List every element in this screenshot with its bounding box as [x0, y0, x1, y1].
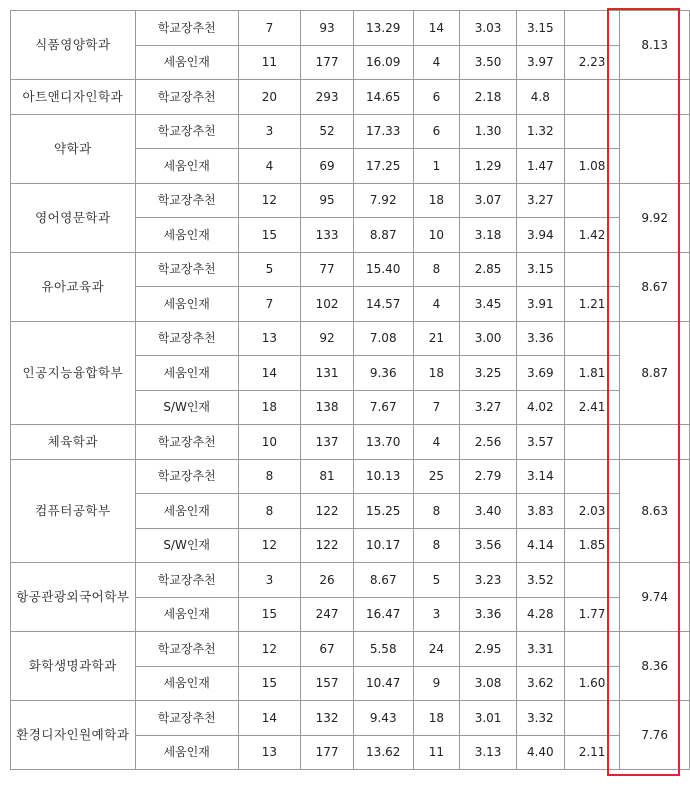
grade-avg: 3.36	[460, 597, 517, 632]
grade-avg: 2.85	[460, 252, 517, 287]
additional-admits: 18	[413, 356, 460, 391]
extra-value	[564, 459, 620, 494]
additional-admits: 4	[413, 425, 460, 460]
department-name: 화학생명과학과	[11, 632, 136, 701]
department-name: 인공지능융합학부	[11, 321, 136, 425]
extra-value	[564, 701, 620, 736]
applicants: 102	[301, 287, 354, 322]
admission-results-table	[10, 10, 690, 770]
quota: 4	[238, 149, 300, 184]
grade-max: 3.36	[516, 321, 564, 356]
grade-max: 3.31	[516, 632, 564, 667]
department-average: 7.76	[620, 701, 690, 770]
department-average: 8.63	[620, 459, 690, 563]
additional-admits: 6	[413, 80, 460, 115]
competition-ratio: 13.29	[353, 11, 413, 46]
table-row	[11, 632, 690, 667]
grade-max: 4.40	[516, 735, 564, 770]
table-row	[11, 459, 690, 494]
department-name: 영어영문학과	[11, 183, 136, 252]
quota: 13	[238, 321, 300, 356]
grade-max: 3.52	[516, 563, 564, 598]
additional-admits: 6	[413, 114, 460, 149]
additional-admits: 8	[413, 252, 460, 287]
grade-max: 4.14	[516, 528, 564, 563]
table-row	[11, 114, 690, 149]
table-row	[11, 80, 690, 115]
department-name: 유아교육과	[11, 252, 136, 321]
quota: 15	[238, 597, 300, 632]
extra-value: 1.60	[564, 666, 620, 701]
admission-type: S/W인재	[135, 528, 238, 563]
grade-max: 3.62	[516, 666, 564, 701]
competition-ratio: 16.09	[353, 45, 413, 80]
quota: 3	[238, 114, 300, 149]
grade-avg: 2.95	[460, 632, 517, 667]
grade-avg: 3.25	[460, 356, 517, 391]
department-average: 9.74	[620, 563, 690, 632]
department-name: 체육학과	[11, 425, 136, 460]
applicants: 133	[301, 218, 354, 253]
extra-value: 1.85	[564, 528, 620, 563]
extra-value	[564, 252, 620, 287]
competition-ratio: 5.58	[353, 632, 413, 667]
department-average	[620, 80, 690, 115]
table-row	[11, 183, 690, 218]
extra-value	[564, 321, 620, 356]
applicants: 177	[301, 735, 354, 770]
additional-admits: 8	[413, 528, 460, 563]
quota: 11	[238, 45, 300, 80]
quota: 7	[238, 287, 300, 322]
quota: 12	[238, 528, 300, 563]
admission-type: 세움인재	[135, 494, 238, 529]
grade-avg: 3.27	[460, 390, 517, 425]
competition-ratio: 14.65	[353, 80, 413, 115]
additional-admits: 1	[413, 149, 460, 184]
quota: 7	[238, 11, 300, 46]
applicants: 67	[301, 632, 354, 667]
extra-value: 1.77	[564, 597, 620, 632]
grade-avg: 3.01	[460, 701, 517, 736]
extra-value: 1.08	[564, 149, 620, 184]
admission-type: 세움인재	[135, 287, 238, 322]
additional-admits: 18	[413, 701, 460, 736]
competition-ratio: 10.47	[353, 666, 413, 701]
competition-ratio: 13.62	[353, 735, 413, 770]
extra-value: 1.42	[564, 218, 620, 253]
additional-admits: 18	[413, 183, 460, 218]
competition-ratio: 15.40	[353, 252, 413, 287]
extra-value: 1.81	[564, 356, 620, 391]
quota: 13	[238, 735, 300, 770]
grade-max: 3.83	[516, 494, 564, 529]
quota: 3	[238, 563, 300, 598]
competition-ratio: 15.25	[353, 494, 413, 529]
admission-type: 세움인재	[135, 149, 238, 184]
grade-avg: 3.40	[460, 494, 517, 529]
admission-type: 세움인재	[135, 666, 238, 701]
applicants: 131	[301, 356, 354, 391]
additional-admits: 21	[413, 321, 460, 356]
competition-ratio: 13.70	[353, 425, 413, 460]
additional-admits: 24	[413, 632, 460, 667]
extra-value: 1.21	[564, 287, 620, 322]
additional-admits: 7	[413, 390, 460, 425]
extra-value: 2.41	[564, 390, 620, 425]
admission-type: 학교장추천	[135, 701, 238, 736]
competition-ratio: 7.08	[353, 321, 413, 356]
quota: 12	[238, 632, 300, 667]
applicants: 122	[301, 528, 354, 563]
admission-type: 학교장추천	[135, 632, 238, 667]
competition-ratio: 16.47	[353, 597, 413, 632]
quota: 8	[238, 459, 300, 494]
applicants: 293	[301, 80, 354, 115]
applicants: 26	[301, 563, 354, 598]
quota: 15	[238, 666, 300, 701]
extra-value: 2.11	[564, 735, 620, 770]
department-average: 8.67	[620, 252, 690, 321]
competition-ratio: 9.43	[353, 701, 413, 736]
admission-type: 학교장추천	[135, 114, 238, 149]
competition-ratio: 8.67	[353, 563, 413, 598]
table-row	[11, 321, 690, 356]
competition-ratio: 10.13	[353, 459, 413, 494]
extra-value: 2.23	[564, 45, 620, 80]
admission-type: 학교장추천	[135, 252, 238, 287]
admission-type: 세움인재	[135, 218, 238, 253]
table-row	[11, 252, 690, 287]
department-name: 약학과	[11, 114, 136, 183]
admission-type: 학교장추천	[135, 459, 238, 494]
grade-avg: 2.18	[460, 80, 517, 115]
applicants: 52	[301, 114, 354, 149]
grade-avg: 3.18	[460, 218, 517, 253]
quota: 12	[238, 183, 300, 218]
additional-admits: 3	[413, 597, 460, 632]
grade-avg: 3.08	[460, 666, 517, 701]
grade-avg: 3.50	[460, 45, 517, 80]
grade-max: 4.8	[516, 80, 564, 115]
grade-avg: 3.13	[460, 735, 517, 770]
admission-type: 세움인재	[135, 735, 238, 770]
applicants: 93	[301, 11, 354, 46]
department-average	[620, 425, 690, 460]
applicants: 247	[301, 597, 354, 632]
competition-ratio: 7.67	[353, 390, 413, 425]
grade-max: 4.28	[516, 597, 564, 632]
admission-type: 학교장추천	[135, 80, 238, 115]
quota: 14	[238, 356, 300, 391]
admission-type: 세움인재	[135, 45, 238, 80]
additional-admits: 14	[413, 11, 460, 46]
department-name: 식품영양학과	[11, 11, 136, 80]
grade-max: 3.32	[516, 701, 564, 736]
grade-avg: 3.03	[460, 11, 517, 46]
table-row	[11, 563, 690, 598]
department-name: 환경디자인원예학과	[11, 701, 136, 770]
admission-type: 학교장추천	[135, 321, 238, 356]
applicants: 177	[301, 45, 354, 80]
grade-max: 3.91	[516, 287, 564, 322]
grade-avg: 3.07	[460, 183, 517, 218]
applicants: 92	[301, 321, 354, 356]
quota: 5	[238, 252, 300, 287]
quota: 15	[238, 218, 300, 253]
table-row	[11, 701, 690, 736]
admission-type: 학교장추천	[135, 563, 238, 598]
competition-ratio: 14.57	[353, 287, 413, 322]
department-name: 컴퓨터공학부	[11, 459, 136, 563]
grade-max: 3.14	[516, 459, 564, 494]
grade-max: 4.02	[516, 390, 564, 425]
applicants: 81	[301, 459, 354, 494]
extra-value	[564, 563, 620, 598]
competition-ratio: 17.25	[353, 149, 413, 184]
grade-max: 1.32	[516, 114, 564, 149]
grade-max: 1.47	[516, 149, 564, 184]
competition-ratio: 7.92	[353, 183, 413, 218]
department-average: 8.36	[620, 632, 690, 701]
additional-admits: 4	[413, 45, 460, 80]
table-row	[11, 425, 690, 460]
quota: 10	[238, 425, 300, 460]
applicants: 157	[301, 666, 354, 701]
quota: 14	[238, 701, 300, 736]
applicants: 77	[301, 252, 354, 287]
applicants: 122	[301, 494, 354, 529]
competition-ratio: 17.33	[353, 114, 413, 149]
admission-type: 세움인재	[135, 356, 238, 391]
grade-max: 3.94	[516, 218, 564, 253]
extra-value	[564, 114, 620, 149]
competition-ratio: 8.87	[353, 218, 413, 253]
grade-max: 3.27	[516, 183, 564, 218]
department-name: 아트앤디자인학과	[11, 80, 136, 115]
department-name: 항공관광외국어학부	[11, 563, 136, 632]
grade-max: 3.69	[516, 356, 564, 391]
grade-avg: 3.56	[460, 528, 517, 563]
quota: 20	[238, 80, 300, 115]
grade-avg: 1.30	[460, 114, 517, 149]
admission-type: S/W인재	[135, 390, 238, 425]
grade-avg: 3.00	[460, 321, 517, 356]
department-average: 9.92	[620, 183, 690, 252]
additional-admits: 4	[413, 287, 460, 322]
grade-max: 3.15	[516, 252, 564, 287]
quota: 8	[238, 494, 300, 529]
grade-avg: 2.56	[460, 425, 517, 460]
additional-admits: 11	[413, 735, 460, 770]
additional-admits: 5	[413, 563, 460, 598]
competition-ratio: 10.17	[353, 528, 413, 563]
department-average	[620, 114, 690, 183]
grade-max: 3.57	[516, 425, 564, 460]
grade-avg: 3.45	[460, 287, 517, 322]
extra-value	[564, 183, 620, 218]
quota: 18	[238, 390, 300, 425]
additional-admits: 8	[413, 494, 460, 529]
additional-admits: 25	[413, 459, 460, 494]
extra-value	[564, 11, 620, 46]
applicants: 95	[301, 183, 354, 218]
applicants: 137	[301, 425, 354, 460]
grade-avg: 1.29	[460, 149, 517, 184]
admission-type: 학교장추천	[135, 11, 238, 46]
extra-value	[564, 425, 620, 460]
grade-avg: 2.79	[460, 459, 517, 494]
table-row	[11, 11, 690, 46]
department-average: 8.87	[620, 321, 690, 425]
additional-admits: 10	[413, 218, 460, 253]
grade-avg: 3.23	[460, 563, 517, 598]
department-average: 8.13	[620, 11, 690, 80]
grade-max: 3.97	[516, 45, 564, 80]
additional-admits: 9	[413, 666, 460, 701]
extra-value	[564, 632, 620, 667]
applicants: 138	[301, 390, 354, 425]
admission-type: 학교장추천	[135, 425, 238, 460]
competition-ratio: 9.36	[353, 356, 413, 391]
extra-value: 2.03	[564, 494, 620, 529]
grade-max: 3.15	[516, 11, 564, 46]
extra-value	[564, 80, 620, 115]
applicants: 69	[301, 149, 354, 184]
admission-type: 세움인재	[135, 597, 238, 632]
applicants: 132	[301, 701, 354, 736]
admission-type: 학교장추천	[135, 183, 238, 218]
